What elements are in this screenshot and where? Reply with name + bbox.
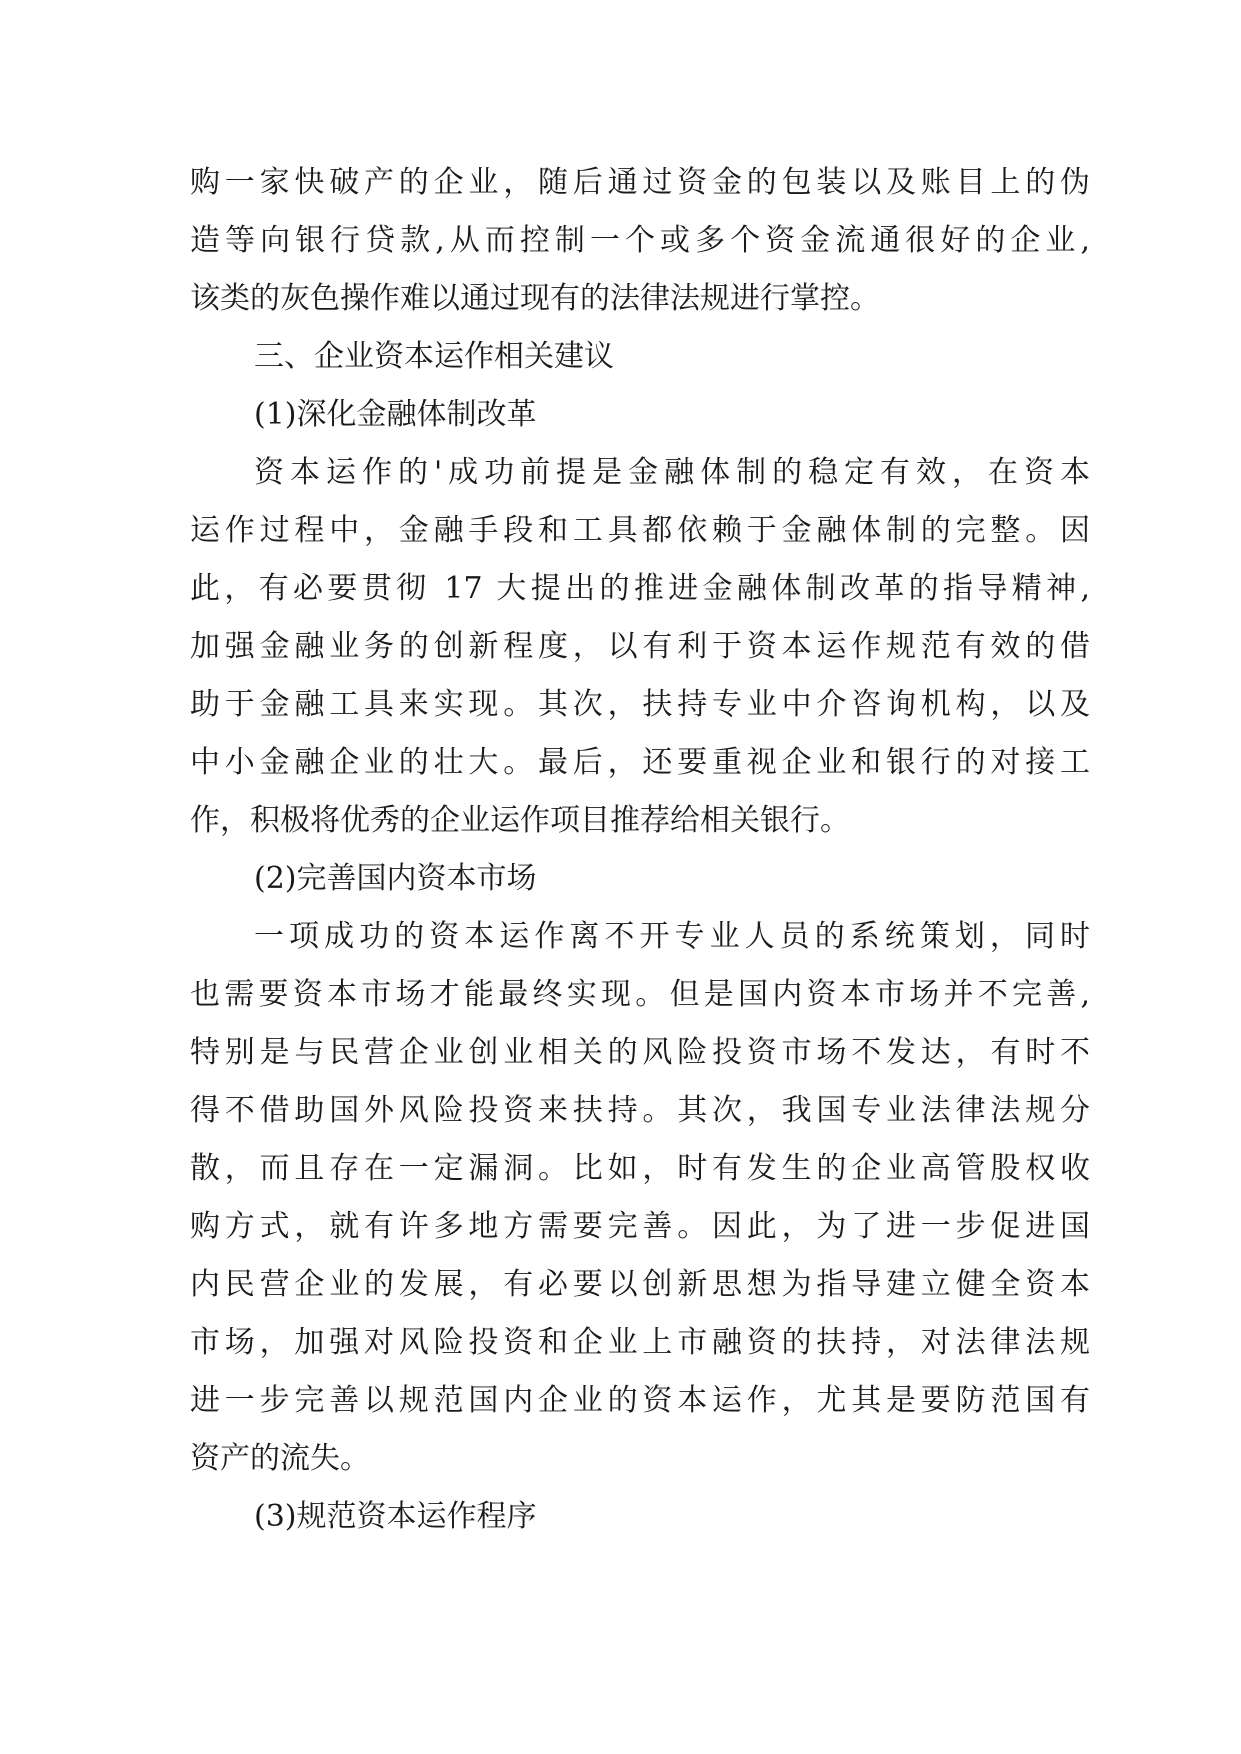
text-line: 内民营企业的发展，有必要以创新思想为指导建立健全资本 <box>190 1267 1090 1302</box>
text-line: 购一家快破产的企业，随后通过资金的包装以及账目上的伪 <box>190 165 1090 200</box>
text-line: 助于金融工具来实现。其次，扶持专业中介咨询机构，以及 <box>190 687 1090 722</box>
text-line: 进一步完善以规范国内企业的资本运作，尤其是要防范国有 <box>190 1383 1090 1418</box>
text-line: 此，有必要贯彻 17 大提出的推进金融体制改革的指导精神, <box>190 571 1090 606</box>
text-line: 该类的灰色操作难以通过现有的法律法规进行掌控。 <box>190 281 880 316</box>
section-heading: 三、企业资本运作相关建议 <box>254 339 614 374</box>
text-line: 购方式，就有许多地方需要完善。因此，为了进一步促进国 <box>190 1209 1090 1244</box>
text-line: 资本运作的'成功前提是金融体制的稳定有效，在资本 <box>254 455 1090 490</box>
text-line: 一项成功的资本运作离不开专业人员的系统策划，同时 <box>254 919 1090 954</box>
text-line: 特别是与民营企业创业相关的风险投资市场不发达，有时不 <box>190 1035 1090 1070</box>
text-line: 运作过程中，金融手段和工具都依赖于金融体制的完整。因 <box>190 513 1090 548</box>
text-line: 资产的流失。 <box>190 1441 370 1476</box>
subsection-heading: (3)规范资本运作程序 <box>254 1499 537 1534</box>
text-line: 得不借助国外风险投资来扶持。其次，我国专业法律法规分 <box>190 1093 1090 1128</box>
text-line: 中小金融企业的壮大。最后，还要重视企业和银行的对接工 <box>190 745 1090 780</box>
text-line: 加强金融业务的创新程度，以有利于资本运作规范有效的借 <box>190 629 1090 664</box>
text-line: 造等向银行贷款,从而控制一个或多个资金流通很好的企业, <box>190 223 1090 258</box>
text-line: 市场，加强对风险投资和企业上市融资的扶持，对法律法规 <box>190 1325 1090 1360</box>
subsection-heading: (2)完善国内资本市场 <box>254 861 537 896</box>
text-line: 散，而且存在一定漏洞。比如，时有发生的企业高管股权收 <box>190 1151 1090 1186</box>
subsection-heading: (1)深化金融体制改革 <box>254 397 537 432</box>
text-line: 作，积极将优秀的企业运作项目推荐给相关银行。 <box>190 803 850 838</box>
text-line: 也需要资本市场才能最终实现。但是国内资本市场并不完善, <box>190 977 1090 1012</box>
